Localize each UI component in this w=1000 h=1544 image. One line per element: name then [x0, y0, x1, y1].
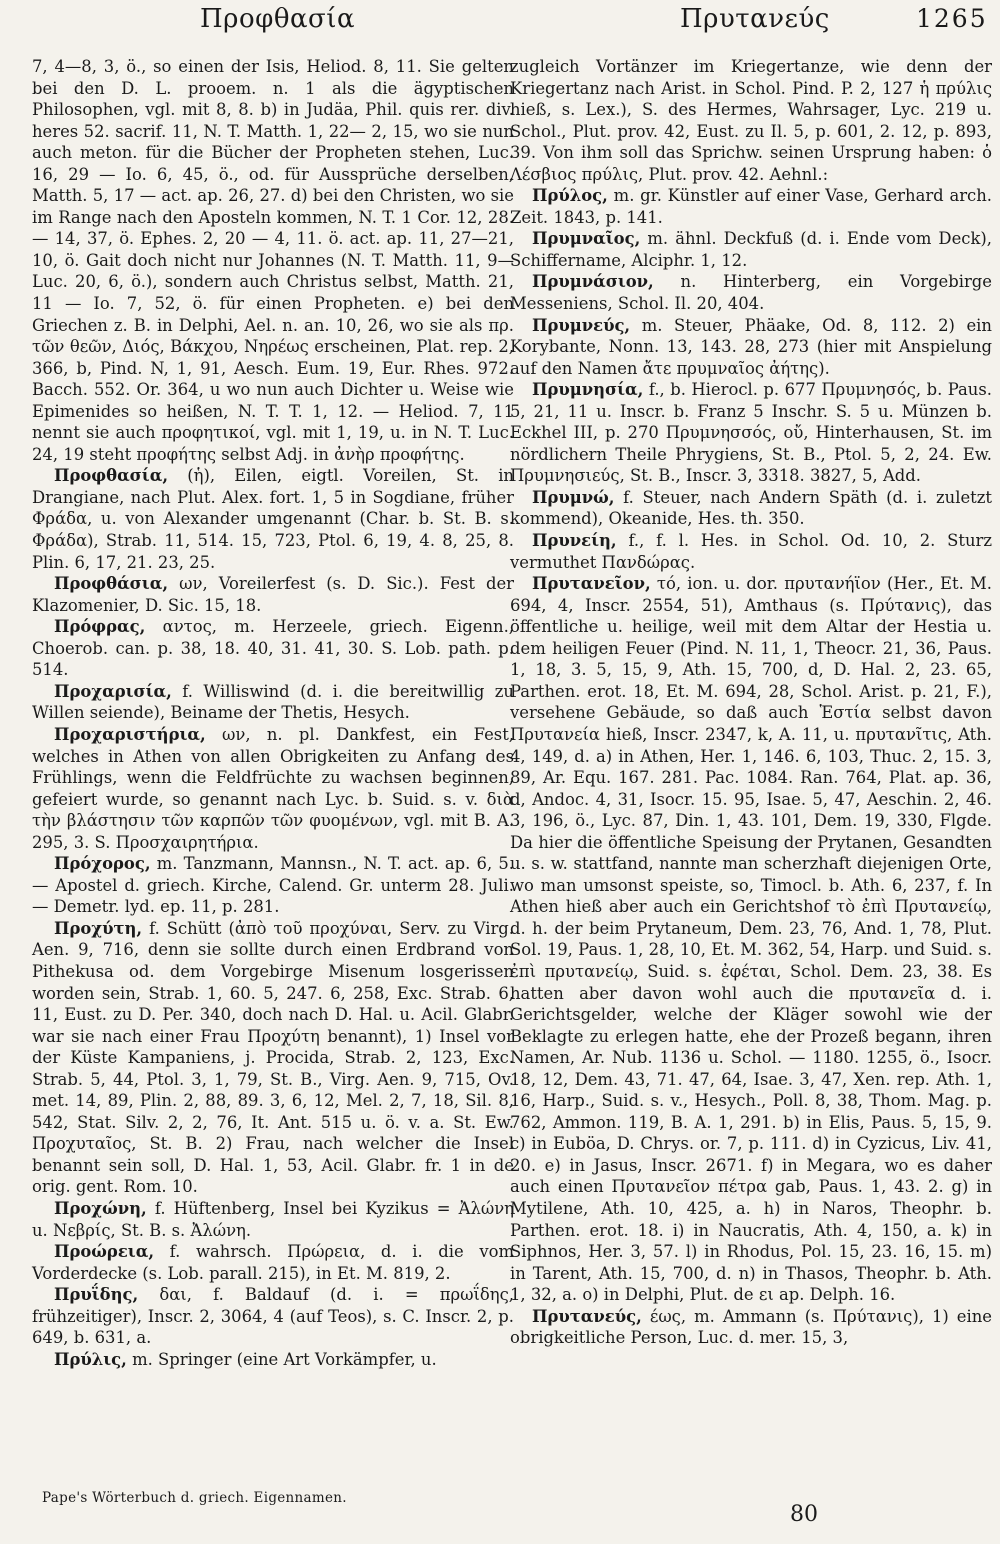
dictionary-entry	[510, 379, 992, 487]
entry-text: m. Springer (eine Art Vorkämpfer, u.	[132, 1349, 437, 1369]
entry-text: f., f. l. Hes. in Schol. Od. 10, 2. Sturz vermuthet Πανδώρας.	[510, 531, 992, 572]
entry-headword: Πρυνείη,	[532, 531, 617, 551]
entry-headword: Πρόφρας,	[54, 617, 146, 637]
entry-headword: Προχύτη,	[54, 918, 143, 938]
page-number: 1265	[916, 4, 988, 33]
dictionary-entry	[510, 573, 992, 1306]
entry-text: zugleich Vortänzer im Kriegertanze, wie denn der Kriegertanz nach Arist. in Schol. Pind. P. 2, 127 ἡ πρύλις hieß, s. Lex.), S. des Hermes, Wahrsager, Lyc. 219 u. Schol., Plut. prov. 42, Eust. zu Il. 5, p. 601, 2. 12, p. 893, 39. Von ihm soll das Sprichw. seinen Ursprung haben: ὁ Λέσβιος πρύλις, Plut. prov. 42. Aehnl.:	[510, 57, 992, 184]
entry-headword: Προχαριστήρια,	[54, 724, 206, 744]
entry-continuation	[32, 56, 514, 465]
imprint-footer: Pape's Wörterbuch d. griech. Eigennamen.	[42, 1490, 347, 1506]
dictionary-entry	[32, 918, 514, 1198]
entry-headword: Πρύλις,	[54, 1349, 127, 1369]
dictionary-entry	[510, 1306, 992, 1349]
entry-text: δαι, f. Baldauf (d. i. = πρωΐδης, frühzeitiger), Inscr. 2, 3064, 4 (auf Teos), s. C. Inscr. 2, p. 649, b. 631, a.	[32, 1285, 514, 1348]
dictionary-entry	[510, 315, 992, 380]
entry-text: f., b. Hierocl. p. 677 Πρυμνησός, b. Paus. 5, 21, 11 u. Inscr. b. Franz 5 Inschr. S. 5 u. Münzen b. Eckhel III, p. 270 Πρυμνησσός, οὔ, Hinterhausen, St. im nördlichern Theile Phrygiens, St. B., Ptol. 5, 2, 24. Ew. Πρυμνησιεύς, St. B., Inscr. 3, 3318. 3827, 5, Add.	[510, 380, 992, 486]
entry-headword: Πρυμνησία,	[532, 380, 644, 400]
entry-text: ων, Voreilerfest (s. D. Sic.). Fest der Klazomenier, D. Sic. 15, 18.	[32, 574, 514, 615]
entry-text: f. Steuer, nach Andern Späth (d. i. zuletzt kommend), Okeanide, Hes. th. 350.	[510, 487, 992, 529]
dictionary-entry	[32, 573, 514, 616]
entry-headword: Πρυμνώ,	[532, 487, 615, 507]
dictionary-entry	[510, 228, 992, 271]
dictionary-entry	[510, 487, 992, 530]
entry-headword: Πρόχορος,	[54, 854, 151, 874]
dictionary-entry	[32, 1198, 514, 1241]
dictionary-entry	[32, 724, 514, 853]
left-column	[32, 56, 514, 1370]
entry-text: m. gr. Künstler auf einer Vase, Gerhard arch. Zeit. 1843, p. 141.	[510, 186, 993, 227]
sheet-signature: 80	[790, 1502, 818, 1527]
right-column	[510, 56, 992, 1349]
entry-headword: Προχαρισία,	[54, 681, 172, 701]
entry-headword: Προχώνη,	[54, 1198, 147, 1218]
entry-headword: Προφθάσια,	[54, 574, 169, 594]
entry-text: αντος, m. Herzeele, griech. Eigenn., Choerob. can. p. 38, 18. 40, 31. 41, 30. S. Lob. path. p. 514.	[32, 617, 514, 680]
entry-text: ων, n. pl. Dankfest, ein Fest, welches in Athen von allen Obrigkeiten zu Anfang des Frühlings, wenn die Feldfrüchte zu wachsen beginnen, gefeiert wurde, so genannt nach Lyc. b. Suid. s. v. διὰ τὴν βλάστησιν τῶν καρπῶν τῶν φυομένων, vgl. mit B. A. 295, 3. S. Προσχαιρητήρια.	[32, 724, 514, 852]
entry-headword: Πρυτανεύς,	[532, 1306, 642, 1326]
entry-text: m. Tanzmann, Mannsn., N. T. act. ap. 6, 5. — Apostel d. griech. Kirche, Calend. Gr. unterm 28. Juli. — Demetr. lyd. ep. 11, p. 281.	[32, 854, 514, 917]
entry-headword: Πρύλος,	[532, 186, 608, 206]
entry-text: m. ähnl. Deckfuß (d. i. Ende vom Deck), Schiffername, Alciphr. 1, 12.	[510, 229, 992, 270]
entry-text: m. Steuer, Phäake, Od. 8, 112. 2) ein Korybante, Nonn. 13, 143. 28, 273 (hier mit Anspielung auf den Namen ἄτε πρυμναῖος ἀήτης).	[510, 315, 992, 378]
entry-headword: Πρυμνεύς,	[532, 315, 631, 335]
running-head-right: Πρυτανεύς	[680, 4, 830, 34]
entry-headword: Πρυμναῖος,	[532, 229, 641, 249]
dictionary-entry	[32, 1284, 514, 1349]
entry-headword: Προώρεια,	[54, 1242, 155, 1262]
dictionary-entry	[32, 1241, 514, 1284]
entry-text: f. Schütt (ἀπὸ τοῦ προχύναι, Serv. zu Virg. Aen. 9, 716, denn sie sollte durch einen Erdbrand von Pithekusa od. dem Vorgebirge Misenum losgerissen worden sein, Strab. 1, 60. 5, 247. 6, 258, Exc. Strab. 6, 11, Eust. zu D. Per. 340, doch nach D. Hal. u. Acil. Glabr. war sie nach einer Frau Προχύτη benannt), 1) Insel vor der Küste Kampaniens, j. Procida, Strab. 2, 123, Exc. Strab. 5, 44, Ptol. 3, 1, 79, St. B., Virg. Aen. 9, 715, Ov. met. 14, 89, Plin. 2, 88, 89. 3, 6, 12, Mel. 2, 7, 18, Sil. 8, 542, Stat. Silv. 2, 2, 76, It. Ant. 515 u. ö. v. a. St. Ew. Προχυταῖος, St. B. 2) Frau, nach welcher die Insel benannt sein soll, D. Hal. 1, 53, Acil. Glabr. fr. 1 in de orig. gent. Rom. 10.	[32, 918, 514, 1197]
dictionary-entry	[32, 616, 514, 681]
running-head-left: Προφθασία	[200, 4, 356, 34]
entry-text: f. Williswind (d. i. die bereitwillig zu Willen seiende), Beiname der Thetis, Hesych.	[32, 681, 514, 723]
entry-text: 7, 4—8, 3, ö., so einen der Isis, Heliod. 8, 11. Sie gelten bei den D. L. prooem. n. 1 als die ägyptischen Philosophen, vgl. mit 8, 8. b) in Judäa, Phil. quis rer. div. heres 52. sacrif. 11, N. T. Matth. 1, 22— 2, 15, wo sie nun auch meton. für die Bücher der Propheten stehen, Luc. 16, 29 — Io. 6, 45, ö., od. für Aussprüche derselben, Matth. 5, 17 — act. ap. 26, 27. d) bei den Christen, wo sie im Range nach den Aposteln kommen, N. T. 1 Cor. 12, 28. — 14, 37, ö. Ephes. 2, 20 — 4, 11. ö. act. ap. 11, 27—21, 10, ö. Gait doch nicht nur Johannes (N. T. Matth. 11, 9— Luc. 20, 6, ö.), sondern auch Christus selbst, Matth. 21, 11 — Io. 7, 52, ö. für einen Propheten. e) bei den Griechen z. B. in Delphi, Ael. n. an. 10, 26, wo sie als πρ. τῶν θεῶν, Διός, Βάκχου, Νηρέως erscheinen, Plat. rep. 2, 366, b, Pind. N, 1, 91, Aesch. Eum. 19, Eur. Rhes. 972. Bacch. 552. Or. 364, u wo nun auch Dichter u. Weise wie Epimenides so heißen, N. T. T. 1, 12. — Heliod. 7, 11 nennt sie auch προφητικοί, vgl. mit 1, 19, u. in N. T. Luc. 24, 19 steht προφήτης selbst Adj. in ἀνὴρ προφήτης.	[32, 57, 514, 464]
entry-headword: Πρυΐδης,	[54, 1285, 139, 1305]
dictionary-entry	[32, 681, 514, 724]
entry-text: έως, m. Ammann (s. Πρύτανις), 1) eine obrigkeitliche Person, Luc. d. mer. 15, 3,	[510, 1306, 992, 1348]
entry-text: (ἡ), Eilen, eigtl. Voreilen, St. in Drangiane, nach Plut. Alex. fort. 1, 5 in Sogdiane, früher Φράδα, u. von Alexander umgenannt (Char. b. St. B. s. Φράδα), Strab. 11, 514. 15, 723, Ptol. 6, 19, 4. 8, 25, 8. Plin. 6, 17, 21. 23, 25.	[32, 466, 514, 572]
dictionary-entry	[32, 465, 514, 573]
dictionary-entry	[32, 1349, 514, 1371]
entry-text: τό, ion. u. dor. πρυτανήϊον (Her., Et. M. 694, 4, Inscr. 2554, 51), Amthaus (s. Πρύτανις), das öffentliche u. heilige, weil mit dem Altar der Hestia u. dem heiligen Feuer (Pind. N. 11, 1, Theocr. 21, 36, Paus. 1, 18, 3. 5, 15, 9, Ath. 15, 700, d, D. Hal. 2, 23. 65, Parthen. erot. 18, Et. M. 694, 28, Schol. Arist. p. 21, F.), versehene Gebäude, so daß auch Ἑστία selbst davon Πρυτανεία hieß, Inscr. 2347, k, A. 11, u. πρυτανῖτις, Ath. 4, 149, d. a) in Athen, Her. 1, 146. 6, 103, Thuc. 2, 15. 3, 89, Ar. Equ. 167. 281. Pac. 1084. Ran. 764, Plat. ap. 36, d, Andoc. 4, 31, Isocr. 15. 95, Isae. 5, 47, Aeschin. 2, 46. 3, 196, ö., Lyc. 87, Din. 1, 43. 101, Dem. 19, 330, Flgde. Da hier die öffentliche Speisung der Prytanen, Gesandten u. s. w. stattfand, nannte man scherzhaft diejenigen Orte, wo man umsonst speiste, so, Timocl. b. Ath. 6, 237, f. In Athen hieß aber auch ein Gerichtshof τὸ ἐπὶ Πρυτανείῳ, d. h. der beim Prytaneum, Dem. 23, 76, And. 1, 78, Plut. Sol. 19, Paus. 1, 28, 10, Et. M. 362, 54, Harp. und Suid. s. ἐπὶ πρυτανείῳ, Suid. s. ἐφέται, Schol. Dem. 23, 38. Es hatten aber davon wohl auch die πρυτανεῖα d. i. Gerichtsgelder, welche der Kläger sowohl wie der Beklagte zu erlegen hatte, ehe der Prozeß begann, ihren Namen, Ar. Nub. 1136 u. Schol. — 1180. 1255, ö., Isocr. 18, 12, Dem. 43, 71. 47, 64, Isae. 3, 47, Xen. rep. Ath. 1, 16, Harp., Suid. s. v., Hesych., Poll. 8, 38, Thom. Mag. p. 762, Ammon. 119, B. A. 1, 291. b) in Elis, Paus. 5, 15, 9. c) in Euböa, D. Chrys. or. 7, p. 111. d) in Cyzicus, Liv. 41, 20. e) in Jasus, Inscr. 2671. f) in Megara, wo es daher auch einen Πρυτανεῖον πέτρα gab, Paus. 1, 43. 2. g) in Mytilene, Ath. 10, 425, a. h) in Naros, Theophr. b. Parthen. erot. 18. i) in Naucratis, Ath. 4, 150, a. k) in Siphnos, Her. 3, 57. l) in Rhodus, Pol. 15, 23. 16, 15. m) in Tarent, Ath. 15, 700, d. n) in Thasos, Theophr. b. Ath. 1, 32, a. o) in Delphi, Plut. de ει ap. Delph. 16.	[510, 574, 993, 1305]
entry-text: f. wahrsch. Πρώρεια, d. i. die vom Vorderdecke (s. Lob. parall. 215), in Et. M. 819, 2.	[32, 1242, 514, 1283]
entry-headword: Πρυμνάσιον,	[532, 272, 654, 292]
dictionary-entry	[510, 271, 992, 314]
entry-continuation	[510, 56, 992, 185]
dictionary-entry	[510, 530, 992, 573]
entry-headword: Πρυτανεῖον,	[532, 574, 651, 594]
entry-text: f. Hüftenberg, Insel bei Kyzikus = Ἀλώνη u. Νεβρίς, St. B. s. Ἀλώνη.	[32, 1198, 514, 1240]
dictionary-entry	[510, 185, 992, 228]
dictionary-entry	[32, 853, 514, 918]
entry-headword: Προφθασία,	[54, 466, 169, 486]
entry-text: n. Hinterberg, ein Vorgebirge Messeniens, Schol. Il. 20, 404.	[510, 272, 992, 314]
